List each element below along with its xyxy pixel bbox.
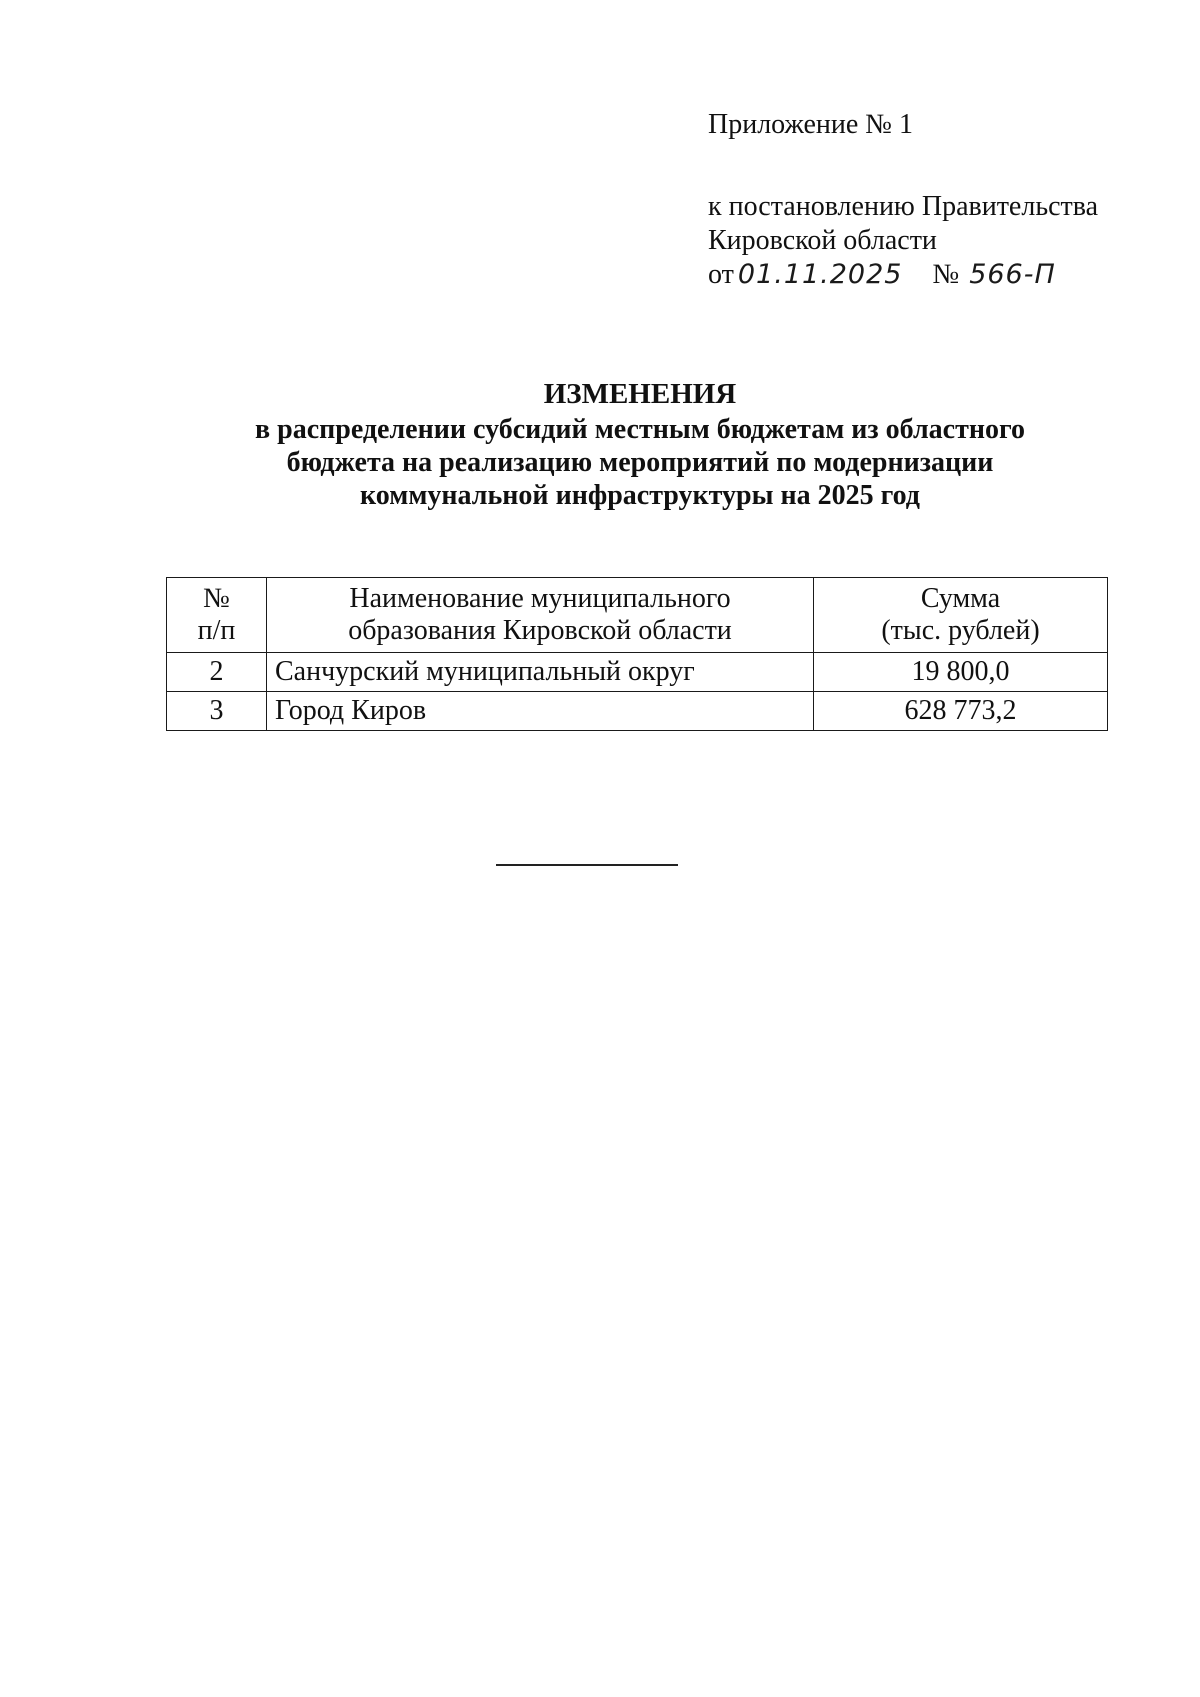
subsidy-table xyxy=(166,577,1108,731)
table-header-row xyxy=(167,578,1108,653)
handwritten-number: 566-П xyxy=(969,259,1056,290)
row-number: 2 xyxy=(167,653,267,692)
date-prefix: от xyxy=(708,259,734,290)
header-name xyxy=(267,578,814,653)
handwritten-date: 01.11.2025 xyxy=(737,259,903,290)
header-name-line-2: образования Кировской области xyxy=(348,615,732,646)
header-sum-line-2: (тыс. рублей) xyxy=(881,615,1040,646)
subtitle-line-1: в распределении субсидий местным бюджетам из областного xyxy=(255,414,1025,445)
document-title: ИЗМЕНЕНИЯ xyxy=(543,378,737,410)
row-municipality: Город Киров xyxy=(267,692,814,731)
appendix-title: Приложение № 1 xyxy=(708,109,913,140)
subtitle-line-3: коммунальной инфраструктуры на 2025 год xyxy=(360,480,920,511)
appendix-line-1: к постановлению Правительства xyxy=(708,191,1099,222)
subtitle-line-2: бюджета на реализацию мероприятий по модернизации xyxy=(286,447,994,478)
number-label: № xyxy=(932,259,960,290)
appendix-block xyxy=(708,108,1098,292)
header-number-line-1: № xyxy=(203,583,230,614)
appendix-date-line xyxy=(708,258,1098,292)
header-number xyxy=(167,578,267,653)
table-row xyxy=(167,653,1108,692)
end-divider xyxy=(496,864,678,866)
table-row xyxy=(167,692,1108,731)
header-number-line-2: п/п xyxy=(197,615,236,646)
row-municipality: Санчурский муниципальный округ xyxy=(267,653,814,692)
document-title-block xyxy=(200,378,1080,512)
row-number: 3 xyxy=(167,692,267,731)
appendix-line-2: Кировской области xyxy=(708,225,937,256)
header-name-line-1: Наименование муниципального xyxy=(349,583,731,614)
row-sum: 628 773,2 xyxy=(814,692,1108,731)
row-sum: 19 800,0 xyxy=(814,653,1108,692)
header-sum-line-1: Сумма xyxy=(920,583,1001,614)
header-sum xyxy=(814,578,1108,653)
